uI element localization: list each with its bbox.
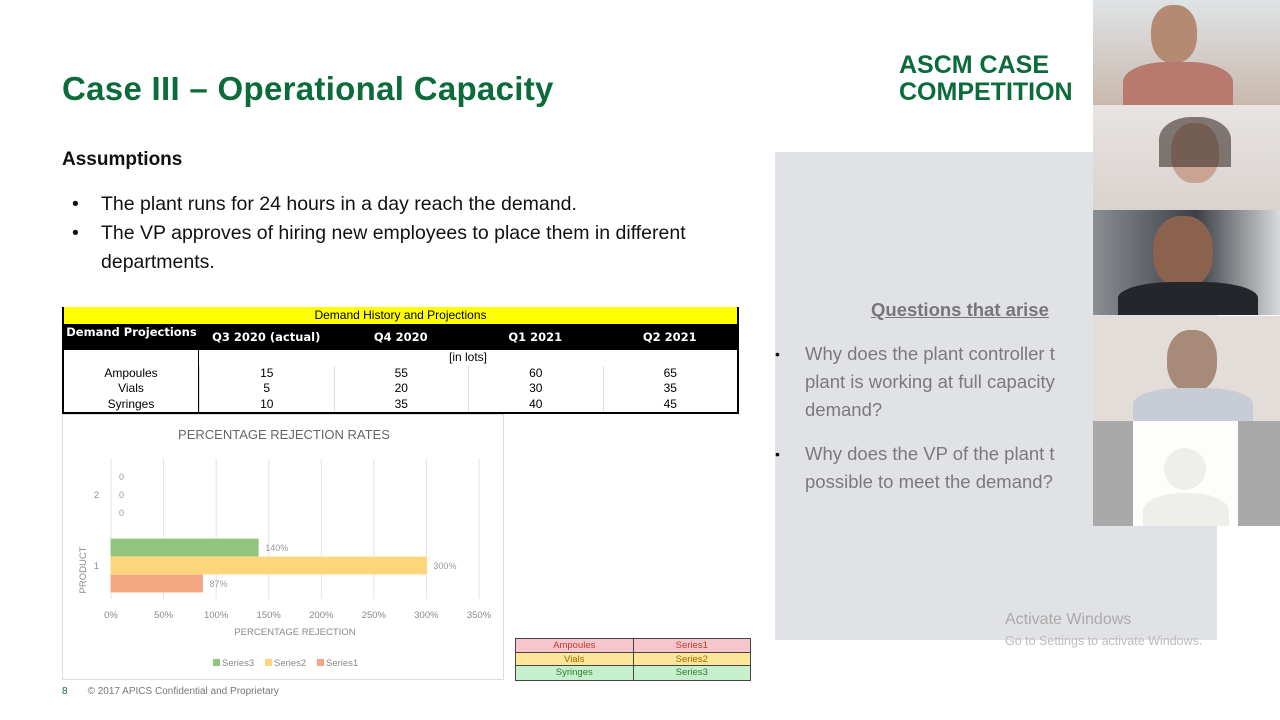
data-label: 87% <box>209 579 228 589</box>
data-label: 0 <box>119 472 125 482</box>
table-cell: 30 <box>468 381 603 397</box>
table-row <box>64 397 737 413</box>
legend-label: Series1 <box>326 658 359 669</box>
legend-swatch <box>213 659 220 666</box>
q-line: Why does the plant controller t <box>805 343 1055 364</box>
table-cell: 45 <box>603 397 738 413</box>
assumption-item: • The VP approves of hiring new employees to place them in different departments. <box>62 219 722 277</box>
x-tick-label: 200% <box>309 610 334 621</box>
brand-line: ASCM CASE <box>899 51 1050 79</box>
legend-swatch <box>265 659 272 666</box>
x-axis-label: PERCENTAGE REJECTION <box>234 627 356 638</box>
data-label: 0 <box>119 508 125 518</box>
table-cell: 40 <box>468 397 603 413</box>
assumptions-heading: Assumptions <box>62 149 183 170</box>
y-tick-label: 2 <box>93 490 99 500</box>
series-map-row <box>516 653 750 667</box>
series-name: Series3 <box>675 667 708 678</box>
col-header: Q3 2020 (actual) <box>212 330 321 344</box>
assumptions-list <box>62 190 722 277</box>
table-title: Demand History and Projections <box>64 307 737 324</box>
bar-series1 <box>111 575 202 592</box>
table-header <box>64 324 737 350</box>
video-tile-participant-5[interactable] <box>1093 421 1280 526</box>
data-label: 0 <box>119 490 125 500</box>
table-cell: 35 <box>334 397 469 413</box>
brand-logo <box>899 52 1073 106</box>
x-tick-label: 250% <box>361 610 387 621</box>
table-row <box>64 366 737 382</box>
col-header: Q1 2021 <box>508 330 563 344</box>
chart-title: PERCENTAGE REJECTION RATES <box>178 427 390 442</box>
footer <box>62 686 279 697</box>
data-label: 140% <box>265 543 289 553</box>
x-tick-label: 350% <box>466 610 492 621</box>
table-cell: 15 <box>199 366 334 382</box>
video-tile-participant-2[interactable] <box>1093 105 1280 210</box>
table-cell: 65 <box>603 366 738 382</box>
video-tile-participant-3[interactable] <box>1093 210 1280 315</box>
table-cell: Vials <box>64 381 199 397</box>
x-tick-label: 50% <box>154 610 174 621</box>
series-name: Series2 <box>675 653 708 665</box>
col-header: Q4 2020 <box>373 330 428 344</box>
legend-swatch <box>317 659 324 666</box>
series-name: Series1 <box>675 640 708 651</box>
product-name: Syringes <box>516 666 634 680</box>
bar-series2 <box>111 557 426 574</box>
table-cell: 5 <box>199 381 334 397</box>
q-line: Why does the VP of the plant t <box>805 443 1055 464</box>
brand-line: COMPETITION <box>899 78 1073 106</box>
data-label: 300% <box>433 561 457 571</box>
unit-row <box>64 350 737 366</box>
legend-label: Series2 <box>274 658 307 669</box>
x-tick-label: 100% <box>203 610 229 621</box>
table-cell: 55 <box>334 366 469 382</box>
table-cell: Ampoules <box>64 366 199 382</box>
page-number: 8 <box>62 686 68 697</box>
table-cell: 35 <box>603 381 738 397</box>
q-line: plant is working at full capacity <box>805 371 1055 392</box>
q-line: demand? <box>805 399 883 420</box>
table-cell: Syringes <box>64 397 199 413</box>
activate-windows-title: Activate Windows <box>1005 611 1132 628</box>
question-item: • Why does the plant controller t plant is working at full capacity demand? <box>775 340 1205 424</box>
product-name: Ampoules <box>516 639 634 652</box>
table-cell: 20 <box>334 381 469 397</box>
activate-windows-subtitle: Go to Settings to activate Windows. <box>1005 634 1203 648</box>
table-cell: 60 <box>468 366 603 382</box>
x-tick-label: 300% <box>414 610 439 621</box>
demand-table <box>62 307 739 414</box>
q-line: possible to meet the demand? <box>805 471 1053 492</box>
questions-heading: Questions that arise <box>871 299 1049 320</box>
table-row <box>64 381 737 397</box>
legend-label: Series3 <box>222 658 255 669</box>
x-tick-label: 0% <box>104 610 118 621</box>
bar-series3 <box>111 539 258 556</box>
unit-label: [in lots] <box>448 350 487 364</box>
product-name: Vials <box>516 653 634 666</box>
series-map-row <box>516 639 750 653</box>
video-tile-participant-4[interactable] <box>1093 316 1280 421</box>
col-header: Q2 2021 <box>642 330 697 344</box>
assumption-item: • The plant runs for 24 hours in a day reach the demand. <box>62 190 722 219</box>
copyright: © 2017 APICS Confidential and Proprietary <box>87 686 279 697</box>
series-map-table <box>515 638 751 681</box>
table-cell: 10 <box>199 397 334 413</box>
video-tile-participant-1[interactable] <box>1093 0 1280 105</box>
slide-title: Case III – Operational Capacity <box>62 70 554 107</box>
series-map-row <box>516 666 750 680</box>
y-tick-label: 1 <box>93 561 99 571</box>
rejection-chart <box>62 414 504 680</box>
question-item: • Why does the VP of the plant t possible to meet the demand? <box>775 440 1205 496</box>
col-header: Demand Projections <box>66 325 197 339</box>
y-axis-label: PRODUCT <box>78 546 89 594</box>
x-tick-label: 150% <box>256 610 281 621</box>
avatar-placeholder-icon <box>1164 448 1206 490</box>
